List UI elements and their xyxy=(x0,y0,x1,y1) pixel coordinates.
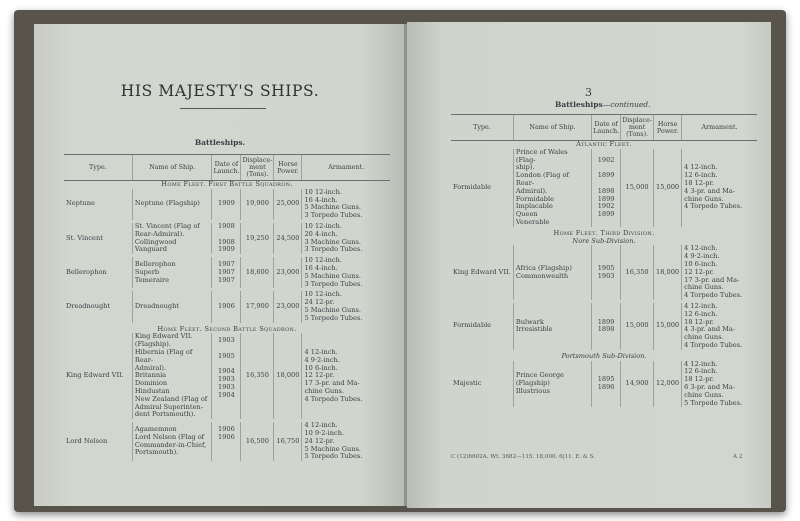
ship-type: Neptune xyxy=(66,199,95,208)
armament-item: 5 Machine Guns. xyxy=(304,203,361,212)
ship-name: Commander-in-Chief, xyxy=(134,440,207,449)
armament-item: 12 6-inch. xyxy=(684,367,718,376)
launch-date: 1905 xyxy=(218,351,235,360)
armament-item: chine Guns. xyxy=(684,333,724,342)
launch-date: 1903 xyxy=(218,336,235,345)
armament-header: Armament. xyxy=(302,155,390,181)
ship-name: Superb xyxy=(134,267,160,276)
table-row xyxy=(451,245,757,300)
horse-power: 12,000 xyxy=(654,361,682,408)
launch-dates-cell xyxy=(212,223,241,254)
ship-names-cell xyxy=(132,291,212,322)
armament-item: 10 6-inch. xyxy=(684,259,718,268)
launch-date: 1906 xyxy=(218,302,235,311)
group-heading-row xyxy=(451,141,757,149)
armament-item: 4 12-inch. xyxy=(684,359,718,368)
armament-cell xyxy=(302,422,390,461)
armament-item: 4 Torpedo Tubes. xyxy=(684,340,743,349)
armament-item: 12 6-inch. xyxy=(684,171,718,180)
launch-date: 1899 xyxy=(597,171,615,180)
armament-cell xyxy=(682,361,757,408)
ship-type: St. Vincent xyxy=(66,233,103,242)
ship-names-cell xyxy=(132,422,212,461)
ship-name: Neptune (Flagship) xyxy=(134,199,200,208)
displacement: 19,250 xyxy=(241,223,274,254)
armament-item: 5 Torpedo Tubes. xyxy=(684,398,743,407)
page-title: HIS MAJESTY'S SHIPS. xyxy=(120,82,320,100)
ship-name: Lord Nelson (Flag of xyxy=(134,432,205,441)
horse-power: 25,000 xyxy=(274,189,302,220)
ship-name: Agamemnon xyxy=(134,425,177,433)
ship-name: Bellerophon xyxy=(134,260,176,269)
section-continued: —continued. xyxy=(602,100,651,109)
section-name: Battleships xyxy=(555,100,603,109)
group-heading: Home Fleet. First Battle Squadron. xyxy=(161,180,293,188)
armament-cell xyxy=(302,333,390,419)
ship-name: Temeraire xyxy=(134,275,170,284)
armament-item: 10 12-inch. xyxy=(304,256,342,265)
armament-header: Armament. xyxy=(682,115,757,141)
ship-name: Rear-Admiral). xyxy=(134,229,185,238)
type-header: Type. xyxy=(64,155,132,181)
battleships-table-left xyxy=(64,154,390,464)
armament-item: 24 12-pr. xyxy=(304,298,335,307)
armament-item: 10 12-inch. xyxy=(304,221,342,230)
launch-date: 1903 xyxy=(218,375,235,384)
launch-date: 1899 xyxy=(597,194,615,203)
armament-item: 10 9·2-inch. xyxy=(304,428,345,437)
launch-date-header: Date of Launch. xyxy=(592,115,621,141)
ship-name: Admiral Superinten- xyxy=(134,402,203,411)
table-row xyxy=(64,189,390,220)
launch-dates-cell xyxy=(212,333,241,419)
launch-date: 1907 xyxy=(218,267,235,276)
launch-date: 1904 xyxy=(218,367,235,376)
armament-item: 5 Torpedo Tubes. xyxy=(304,313,363,322)
horse-power-header: Horse Power. xyxy=(654,115,682,141)
armament-item: 5 Torpedo Tubes. xyxy=(304,452,363,461)
armament-item: chine Guns. xyxy=(684,194,724,203)
armament-cell xyxy=(682,303,757,350)
armament-item: 16 4-inch. xyxy=(304,263,338,272)
open-book xyxy=(14,10,786,512)
armament-item: 17 3-pr. and Ma- xyxy=(304,379,360,388)
armament-item: 18 12-pr. xyxy=(684,178,714,187)
launch-date: 1898 xyxy=(597,186,615,195)
armament-item: 18 12-pr. xyxy=(684,317,714,326)
section-heading-continued xyxy=(555,100,651,109)
armament-cell xyxy=(682,149,757,227)
table-row xyxy=(451,149,757,227)
displacement-header: Displace-ment (Tons). xyxy=(241,155,274,181)
ship-name: Hindustan xyxy=(134,386,170,395)
table-row xyxy=(64,257,390,288)
horse-power: 18,000 xyxy=(654,245,682,300)
armament-item: 4 12-inch. xyxy=(304,347,338,356)
ship-names-cell xyxy=(132,333,212,419)
ship-name: Africa (Flagship) xyxy=(515,263,572,272)
ship-names-cell xyxy=(132,257,212,288)
ship-names-cell xyxy=(132,223,212,254)
displacement: 15,000 xyxy=(621,303,654,350)
ship-name: Portsmouth). xyxy=(134,448,179,457)
armament-item: 4 12-inch. xyxy=(684,244,718,253)
launch-date: 1903 xyxy=(597,271,615,280)
table-row xyxy=(64,422,390,461)
armament-item: 20 4-inch. xyxy=(304,229,338,238)
launch-date: 1904 xyxy=(218,390,235,399)
page-number: 3 xyxy=(585,86,592,99)
ship-name: Admiral). xyxy=(515,186,548,195)
launch-date: 1908 xyxy=(218,221,235,230)
launch-dates-cell xyxy=(212,257,241,288)
section-heading: Battleships. xyxy=(194,138,246,147)
ship-name: Vanguard xyxy=(134,245,167,254)
armament-item: 18 12-pr. xyxy=(684,375,714,384)
launch-date: 1902 xyxy=(597,155,615,164)
ship-name: Admiral). xyxy=(134,363,167,372)
launch-date-header: Date of Launch. xyxy=(212,155,241,181)
displacement: 16,350 xyxy=(241,333,274,419)
ship-name: Collingwood xyxy=(134,237,177,246)
launch-date: 1902 xyxy=(597,202,615,211)
ship-name: Hibernia (Flag of Rear- xyxy=(134,347,193,364)
group-heading: Home Fleet. Third Division. xyxy=(553,228,655,237)
ship-name: Bulwark xyxy=(515,317,544,326)
left-page xyxy=(34,24,406,506)
armament-item: 5 Machine Guns. xyxy=(304,444,361,453)
armament-cell xyxy=(302,257,390,288)
ship-type: King Edward VII. xyxy=(453,267,511,276)
launch-date xyxy=(214,407,238,415)
armament-item: 4 Torpedo Tubes. xyxy=(684,291,743,300)
armament-cell xyxy=(302,223,390,254)
ship-name-header: Name of Ship. xyxy=(132,155,212,181)
ship-type: Formidable xyxy=(453,182,492,191)
ship-names-cell xyxy=(513,149,591,227)
displacement: 16,350 xyxy=(621,245,654,300)
armament-item: 4 Torpedo Tubes. xyxy=(304,394,363,403)
armament-item: 10 6-inch. xyxy=(304,363,338,372)
ship-name: Commonwealth xyxy=(515,271,569,280)
armament-cell xyxy=(302,291,390,322)
launch-date: 1899 xyxy=(597,210,615,219)
displacement: 19,900 xyxy=(241,189,274,220)
launch-date: 1896 xyxy=(597,382,615,391)
ship-name: dent Portsmouth). xyxy=(134,410,196,419)
launch-date xyxy=(214,449,238,457)
armament-item: 12 6-inch. xyxy=(684,309,718,318)
armament-item: 4 12-inch. xyxy=(304,421,338,430)
armament-item: 4 3-pr. and Ma- xyxy=(684,325,736,334)
displacement: 16,500 xyxy=(241,422,274,461)
printer-imprint: C (12)6602A. Wt. 3682—115. 18,000. 6|11. E. & S. xyxy=(451,454,596,460)
armament-cell xyxy=(682,245,757,300)
horse-power: 23,000 xyxy=(274,257,302,288)
ship-name-header: Name of Ship. xyxy=(513,115,591,141)
armament-item: 6 3-pr. and Ma- xyxy=(684,382,736,391)
ship-name: Venerable xyxy=(515,217,550,226)
launch-date: 1895 xyxy=(597,375,615,384)
group-heading: Nore Sub-Division. xyxy=(572,236,636,245)
ship-name: Implacable xyxy=(515,202,553,211)
launch-date: 1905 xyxy=(597,263,615,272)
armament-item: chine Guns. xyxy=(684,390,724,399)
armament-item: 12 12-pr. xyxy=(684,267,714,276)
ship-type: Lord Nelson xyxy=(66,436,108,445)
launch-date: 1907 xyxy=(218,260,235,269)
title-rule xyxy=(180,108,266,109)
armament-item: 17 3-pr. and Ma- xyxy=(684,275,740,284)
ship-name: ship). xyxy=(515,163,535,172)
ship-type: Majestic xyxy=(453,379,482,387)
launch-date: 1907 xyxy=(218,275,235,284)
horse-power: 16,750 xyxy=(274,422,302,461)
launch-date: 1908 xyxy=(218,237,235,246)
armament-item: 3 Torpedo Tubes. xyxy=(304,211,363,220)
table-row xyxy=(64,291,390,322)
ship-names-cell xyxy=(513,245,591,300)
launch-dates-cell xyxy=(212,291,241,322)
displacement: 15,000 xyxy=(621,149,654,227)
armament-item: chine Guns. xyxy=(304,386,344,395)
launch-date: 1909 xyxy=(218,245,235,254)
launch-dates-cell xyxy=(212,422,241,461)
group-heading: Home Fleet. Second Battle Squadron. xyxy=(157,324,297,333)
launch-date: 1909 xyxy=(218,199,235,208)
ship-type: King Edward VII. xyxy=(66,371,124,380)
armament-item: 4 9·2-inch. xyxy=(684,252,720,261)
ship-names-cell xyxy=(132,189,212,220)
ship-type: Dreadnought xyxy=(66,302,111,311)
armament-item: 10 12-inch. xyxy=(304,187,342,196)
ship-names-cell xyxy=(513,361,591,408)
ship-type: Formidable xyxy=(453,321,492,330)
horse-power-header: Horse Power. xyxy=(274,155,302,181)
ship-name: Formidable xyxy=(515,194,554,203)
launch-date: 1906 xyxy=(218,432,235,441)
displacement: 17,900 xyxy=(241,291,274,322)
armament-cell xyxy=(302,189,390,220)
horse-power: 18,000 xyxy=(274,333,302,419)
ship-name: King Edward VII. xyxy=(134,332,193,341)
ship-name: London (Flag of Rear- xyxy=(515,171,569,187)
launch-dates-cell xyxy=(592,361,621,408)
ship-name: Queen xyxy=(515,210,538,219)
displacement: 14,900 xyxy=(621,361,654,408)
armament-item: 4 9·2-inch. xyxy=(304,355,340,364)
displacement-header: Displace-ment (Tons). xyxy=(621,115,654,141)
ship-name: Illustrious xyxy=(515,386,550,395)
table-row xyxy=(64,333,390,419)
armament-item: chine Guns. xyxy=(684,283,724,292)
table-row xyxy=(451,361,757,408)
group-heading-row xyxy=(64,326,390,334)
armament-item: 3 Machine Guns. xyxy=(304,237,361,246)
ship-name: Dominion xyxy=(134,379,168,388)
armament-item: 3 Torpedo Tubes. xyxy=(304,245,363,254)
ship-name: Irresistible xyxy=(515,325,553,334)
ship-name: St. Vincent (Flag of xyxy=(134,221,200,230)
row-spacer xyxy=(64,461,390,464)
horse-power: 24,500 xyxy=(274,223,302,254)
table-row xyxy=(64,223,390,254)
launch-dates-cell xyxy=(592,245,621,300)
right-page xyxy=(407,22,771,508)
armament-item: 4 Torpedo Tubes. xyxy=(684,202,743,211)
ship-name: Dreadnought xyxy=(134,302,179,311)
launch-date: 1906 xyxy=(218,425,235,433)
launch-dates-cell xyxy=(592,303,621,350)
horse-power: 15,000 xyxy=(654,303,682,350)
launch-date: 1899 xyxy=(597,317,615,326)
group-heading: Portsmouth Sub-Division. xyxy=(561,351,647,360)
ship-name: Britannia xyxy=(134,371,167,380)
armament-item: 5 Machine Guns. xyxy=(304,305,361,314)
armament-item: 12 12-pr. xyxy=(304,371,335,380)
horse-power: 23,000 xyxy=(274,291,302,322)
armament-item: 5 Machine Guns. xyxy=(304,271,361,280)
armament-item: 4 12-inch. xyxy=(684,163,718,172)
armament-item: 16 4-inch. xyxy=(304,195,338,204)
launch-date: 1903 xyxy=(218,383,235,392)
table-row xyxy=(451,303,757,350)
signature-mark: A 2 xyxy=(733,454,743,460)
displacement: 18,600 xyxy=(241,257,274,288)
armament-item: 3 Torpedo Tubes. xyxy=(304,279,363,288)
ship-names-cell xyxy=(513,303,591,350)
ship-name: Prince George (Flagship) xyxy=(515,371,564,387)
armament-item: 4 3-pr. and Ma- xyxy=(684,186,736,195)
armament-item: 24 12-pr. xyxy=(304,436,335,445)
horse-power: 15,000 xyxy=(654,149,682,227)
ship-name: Prince of Wales (Flag- xyxy=(515,147,568,164)
group-heading: Atlantic Fleet. xyxy=(576,140,632,148)
armament-item: 4 12-inch. xyxy=(684,301,718,310)
ship-name: (Flagship). xyxy=(134,340,171,349)
launch-dates-cell xyxy=(212,189,241,220)
launch-date: 1898 xyxy=(597,325,615,334)
battleships-table-right xyxy=(451,114,757,410)
row-spacer xyxy=(451,407,757,410)
ship-type: Bellerophon xyxy=(66,267,107,276)
launch-dates-cell xyxy=(592,149,621,227)
armament-item: 10 12-inch. xyxy=(304,290,342,299)
type-header: Type. xyxy=(451,115,513,141)
ship-name: New Zealand (Flag of xyxy=(134,394,208,403)
